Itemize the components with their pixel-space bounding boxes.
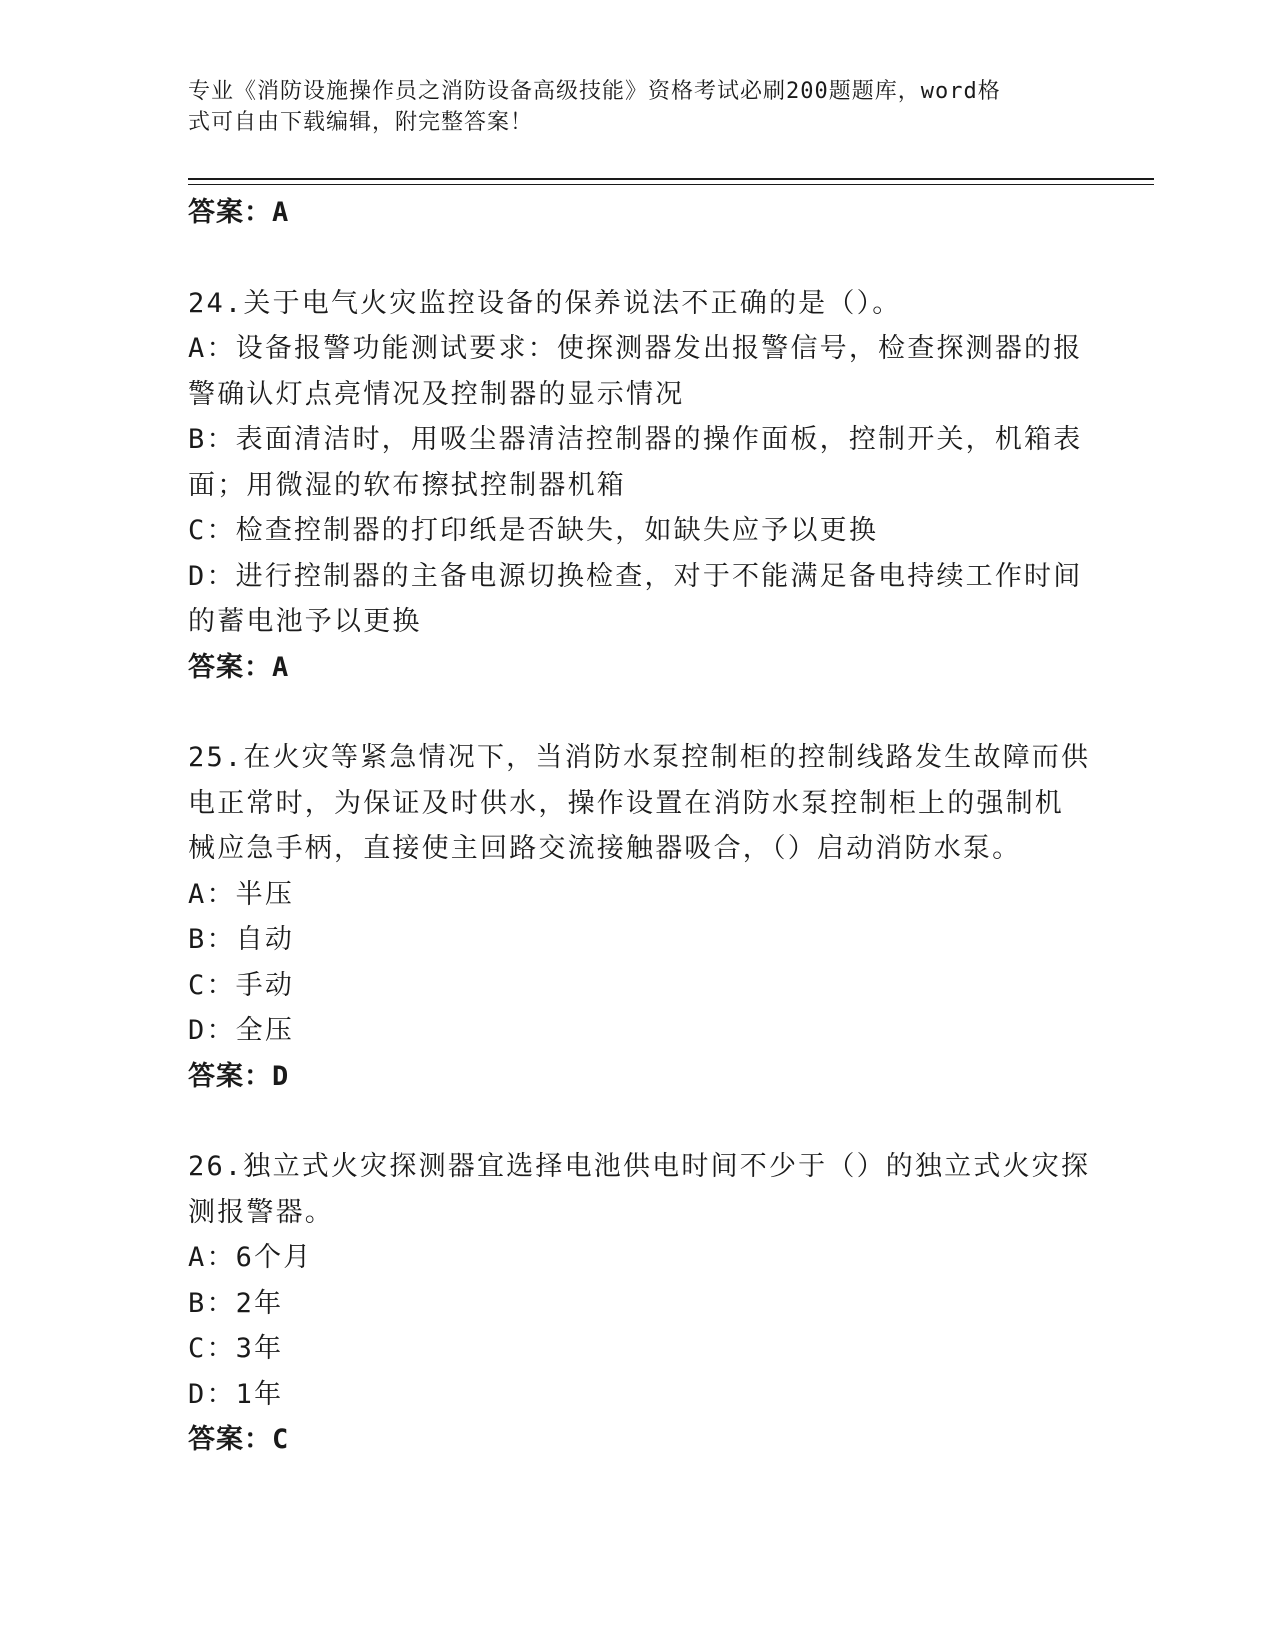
- answer-line: 答案：D: [188, 1060, 290, 1092]
- option-c: C：手动: [188, 969, 295, 1001]
- option-line: C：检查控制器的打印纸是否缺失，如缺失应予以更换: [188, 515, 879, 546]
- spacer: [188, 690, 1088, 735]
- option-b: B：2年: [188, 1287, 284, 1319]
- option-line: 的蓄电池予以更换: [188, 606, 422, 637]
- answer-line: 答案：C: [188, 1424, 290, 1455]
- option-c: C：3年: [188, 1333, 284, 1364]
- question-stem: 电正常时，为保证及时供水，操作设置在消防水泵控制柜上的强制机: [188, 787, 1064, 819]
- question-list: [188, 190, 1091, 1463]
- previous-answer: 答案：A: [188, 197, 290, 228]
- header-divider-thin: [188, 184, 1154, 185]
- question-stem: 械应急手柄，直接使主回路交流接触器吸合，（）启动消防水泵。: [188, 833, 1022, 864]
- option-line: A：设备报警功能测试要求：使探测器发出报警信号，检查探测器的报: [188, 333, 1083, 364]
- option-b: B：自动: [188, 924, 295, 955]
- option-a: A：6个月: [188, 1242, 313, 1273]
- option-line: D：进行控制器的主备电源切换检查，对于不能满足备电持续工作时间: [188, 560, 1083, 592]
- header-line-1: 专业《消防设施操作员之消防设备高级技能》资格考试必刷200题题库，word格: [188, 79, 1001, 104]
- question-stem: 26.独立式火灾探测器宜选择电池供电时间不少于（）的独立式火灾探: [188, 1151, 1091, 1182]
- spacer: [188, 1099, 1088, 1144]
- spacer: [188, 236, 1088, 281]
- header-divider-thick: [188, 178, 1154, 180]
- header-line-2: 式可自由下载编辑，附完整答案！: [188, 110, 534, 135]
- document-header: [188, 76, 1068, 138]
- question-24: [188, 281, 1088, 691]
- option-d: D：全压: [188, 1015, 295, 1046]
- question-25: [188, 735, 1091, 1099]
- option-line: 面；用微湿的软布擦拭控制器机箱: [188, 469, 626, 501]
- option-d: [188, 554, 1088, 645]
- option-d: D：1年: [188, 1378, 284, 1410]
- option-a: [188, 326, 1088, 417]
- question-stem: 24.关于电气火灾监控设备的保养说法不正确的是（）。: [188, 287, 902, 319]
- answer-line: 答案：A: [188, 651, 290, 683]
- option-b: [188, 417, 1088, 508]
- option-line: B：表面清洁时，用吸尘器清洁控制器的操作面板，控制开关，机箱表: [188, 424, 1083, 455]
- option-a: A：半压: [188, 878, 295, 910]
- question-stem: 25.在火灾等紧急情况下，当消防水泵控制柜的控制线路发生故障而供: [188, 742, 1091, 773]
- question-26: [188, 1144, 1091, 1463]
- option-line: 警确认灯点亮情况及控制器的显示情况: [188, 378, 685, 410]
- question-stem: 测报警器。: [188, 1196, 334, 1228]
- option-c: [188, 508, 1088, 554]
